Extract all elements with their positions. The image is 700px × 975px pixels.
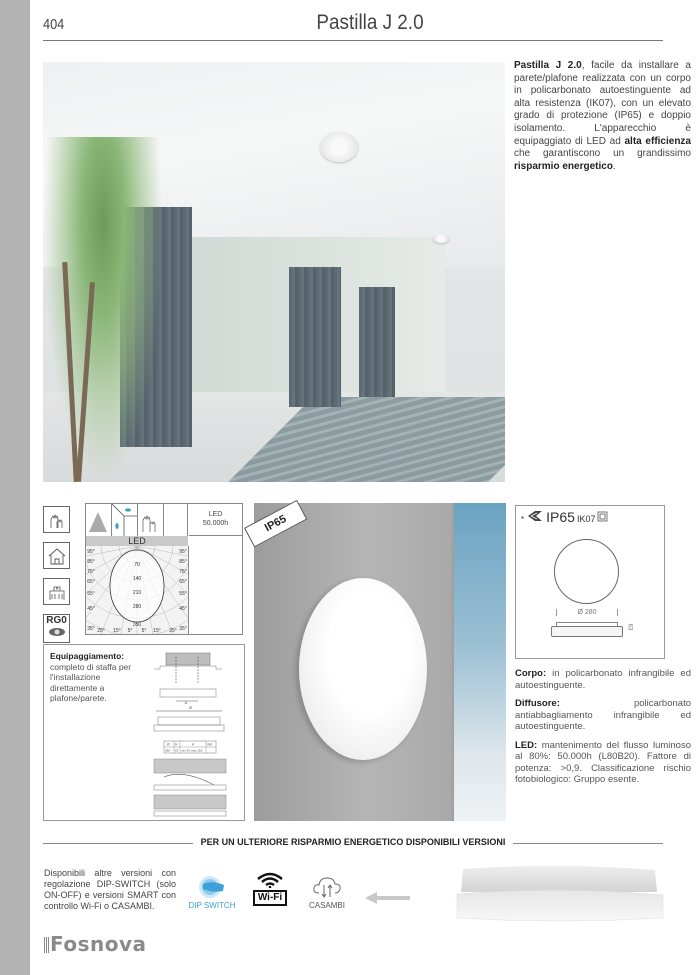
led-hours: 50.000h [202, 520, 229, 527]
svg-text:70: 70 [134, 562, 140, 568]
wifi-option [250, 872, 290, 906]
svg-text:140: 140 [132, 576, 142, 582]
svg-text:35°: 35° [87, 626, 95, 632]
page-number: 404 [43, 16, 65, 33]
spec-label: Corpo: [515, 668, 547, 679]
svg-text:280: 280 [165, 748, 171, 753]
spec-body [515, 668, 691, 691]
svg-text:75°: 75° [179, 569, 187, 575]
casambi-cloud-icon [312, 875, 342, 899]
hospital-building-icon [43, 578, 70, 605]
page-title: Pastilla J 2.0 [316, 11, 424, 34]
spec-led [515, 740, 691, 786]
svg-text:A: A [192, 742, 195, 747]
svg-text:25°: 25° [97, 628, 105, 634]
svg-text:85°: 85° [87, 559, 95, 565]
svg-text:55°: 55° [87, 591, 95, 597]
desc-product-name: Pastilla J 2.0 [514, 60, 582, 71]
hero-photo [43, 62, 505, 482]
spec-label: LED: [515, 739, 538, 751]
svg-text:35°: 35° [179, 626, 187, 632]
hero-column-3 [359, 287, 395, 397]
casambi-option [306, 875, 348, 910]
svg-text:95°: 95° [87, 549, 95, 555]
photometric-diagram [85, 503, 243, 635]
equipment-text [50, 651, 140, 704]
wifi-label: Wi-Fi [253, 890, 287, 906]
spec-diffuser [515, 698, 691, 733]
svg-text:95°: 95° [179, 549, 187, 555]
ik-rating: IK07 [576, 514, 596, 524]
desc-bold: alta efficienza [624, 135, 691, 147]
wifi-icon [255, 872, 285, 888]
product-photo-window [454, 503, 506, 821]
rg0-label: RG0 [46, 615, 67, 626]
desc-bold: risparmio energetico [514, 160, 613, 172]
desc-text: , facile da installare a parete/plafone realizzata con un corpo in policarbonato autoestinguente ad alta resistenza (IK07), con un elevato grado di protezione (IP65) e doppio isolamento. L'apparecchio è equipaggiato di LED ad [514, 60, 691, 147]
dip-switch-option [186, 875, 238, 910]
ratings-header [521, 509, 608, 525]
dip-switch-label: DIP SWITCH [188, 901, 236, 910]
ip65-tag: IP65 [244, 500, 307, 548]
hero-lamp-2 [433, 234, 449, 243]
mounting-position-icon [112, 504, 138, 536]
svg-text:65°: 65° [179, 579, 187, 585]
svg-text:350: 350 [132, 622, 142, 628]
ceiling-wall-icon [138, 504, 164, 536]
svg-text:25°: 25° [169, 628, 177, 634]
ceiling-wall-mount-icon [43, 506, 70, 533]
svg-text:55°: 55° [179, 591, 187, 597]
flame-class-icon [526, 510, 544, 522]
double-insulation-icon [597, 511, 608, 522]
svg-text:210: 210 [132, 590, 142, 596]
light-cone-icon [86, 504, 112, 536]
versions-banner [43, 836, 663, 850]
svg-text:5°: 5° [141, 628, 147, 634]
spec-label: Diffusore: [515, 698, 560, 709]
svg-text:A: A [184, 700, 188, 705]
svg-text:75°: 75° [87, 569, 95, 575]
hero-lamp-1 [320, 132, 358, 162]
dip-switch-icon [194, 875, 230, 899]
height-dimension: 63 [626, 623, 633, 631]
brand-name: Fosnova [50, 932, 147, 956]
svg-text:45°: 45° [179, 606, 187, 612]
svg-text:Ø: Ø [189, 705, 193, 710]
banner-text-wrap [43, 837, 663, 847]
product-photo [254, 503, 506, 821]
svg-text:85°: 85° [179, 559, 187, 565]
svg-text:65°: 65° [87, 579, 95, 585]
spec-text: in policarbonato infrangibile ed autoestinguente. [515, 668, 691, 691]
product-lamp-disc [299, 578, 427, 760]
photometric-icons-row [86, 504, 188, 536]
desc-text: . [612, 160, 616, 172]
arrow-left-icon [365, 892, 410, 904]
svg-text:280: 280 [132, 604, 142, 610]
product-description [514, 60, 691, 173]
indoor-house-icon [43, 542, 70, 569]
polar-curve [86, 546, 189, 634]
banner-text: PER UN ULTERIORE RISPARMIO ENERGETICO DISPONIBILI VERSIONI [193, 837, 514, 847]
hero-tree [43, 137, 163, 482]
equipment-box [43, 644, 245, 821]
top-view-circle [554, 539, 619, 604]
photometric-source-label: LED [86, 536, 188, 546]
versions-description: Disponibili altre versioni con regolazione DIP-SWITCH (solo ON-OFF) e versioni SMART con controllo Wi-Fi o CASAMBI. [44, 868, 176, 911]
fosnova-logo [44, 932, 147, 956]
svg-text:min 92-max 118: min 92-max 118 [181, 748, 203, 753]
product-side-photo [455, 862, 670, 922]
page-side-strip [0, 0, 30, 975]
svg-text:mm: mm [207, 742, 213, 747]
specifications [515, 668, 691, 793]
ip-rating: IP65 [546, 509, 575, 525]
equipment-description: completo di staffa per l'installazione direttamente a plafone/parete. [50, 661, 132, 703]
desc-text: che garantiscono un grandissimo [514, 148, 691, 160]
svg-text:H: H [175, 742, 178, 747]
application-icons [43, 506, 70, 643]
diameter-dimension: Ø 280 [556, 609, 618, 616]
header-rule [43, 40, 663, 41]
svg-text:5°: 5° [127, 628, 133, 634]
side-view [551, 626, 623, 637]
technical-drawing-box [515, 505, 665, 659]
class-symbol: * [521, 515, 525, 524]
rg0-eye-safety-icon [43, 614, 70, 643]
svg-text:15°: 15° [153, 628, 161, 634]
casambi-label: CASAMBI [308, 901, 345, 910]
empty-cell [164, 504, 188, 536]
svg-text:Ø: Ø [167, 742, 170, 747]
led-life-label [189, 504, 242, 536]
svg-text:45°: 45° [87, 606, 95, 612]
svg-text:15°: 15° [113, 628, 121, 634]
spec-text: policarbonato antiabbagliamento infrangibile ed autoestinguente. [515, 698, 691, 732]
svg-text:63: 63 [175, 748, 179, 753]
equipment-label: Equipaggiamento: [50, 651, 125, 661]
spec-text: mantenimento del flusso luminoso al 80%: 50.000h (L80B20). Fattore di potenza: >0,9. Classificazione rischio fotobiologico: Gruppo esente. [515, 739, 691, 785]
led-label: LED [208, 511, 223, 518]
installation-drawings [144, 649, 242, 817]
hero-column-2 [289, 267, 341, 407]
